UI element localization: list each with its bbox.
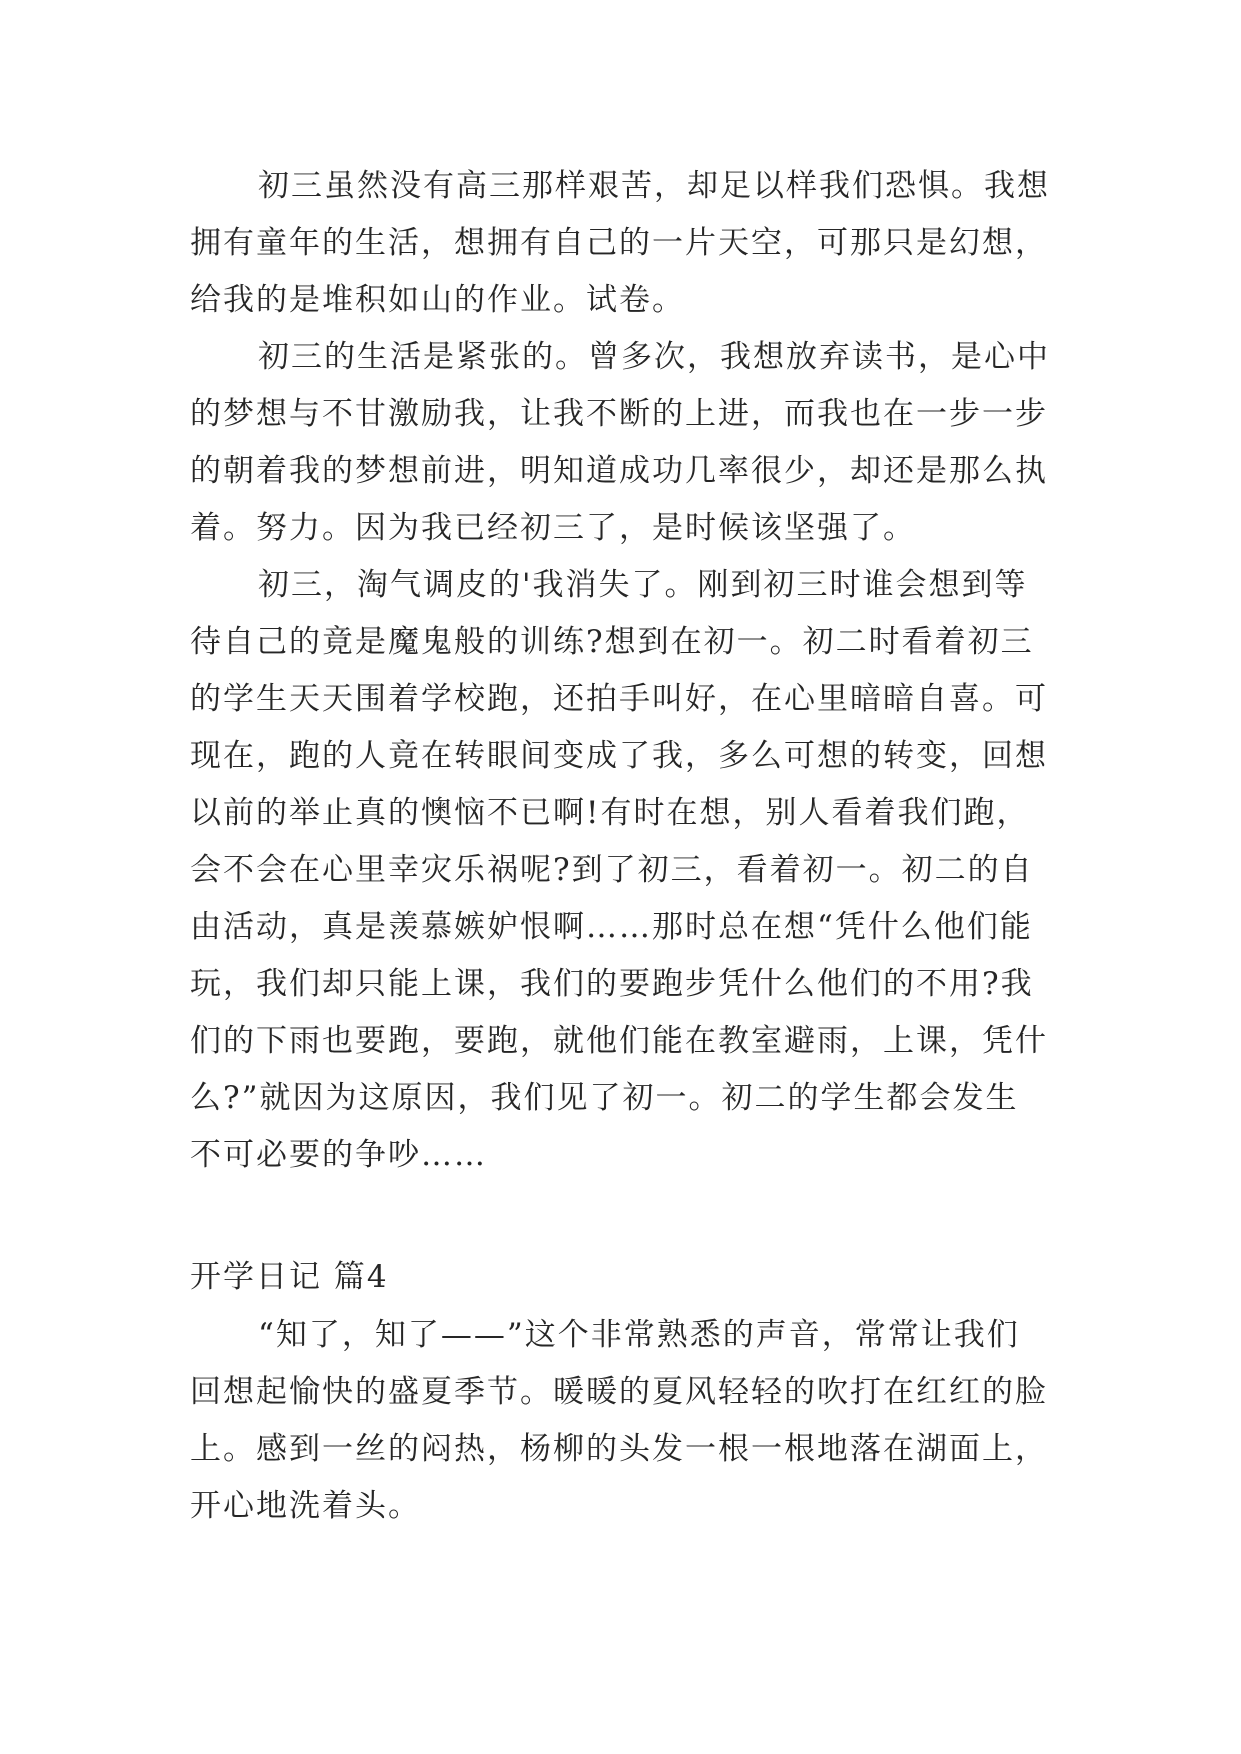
paragraph-3-line-10: 么?”就因为这原因，我们见了初一。初二的学生都会发生 [190, 1080, 1019, 1116]
paragraph-3-line-8: 玩，我们却只能上课，我们的要跑步凭什么他们的不用?我 [190, 966, 1034, 1002]
paragraph-4-line-4: 开心地洗着头。 [190, 1488, 421, 1524]
paragraph-4-line-2: 回想起愉快的盛夏季节。暖暖的夏风轻轻的吹打在红红的脸 [190, 1374, 1048, 1410]
paragraph-3-line-2: 待自己的竟是魔鬼般的训练?想到在初一。初二时看着初三 [190, 624, 1034, 660]
paragraph-3-line-11: 不可必要的争吵…… [190, 1137, 487, 1173]
paragraph-4-line-3: 上。感到一丝的闷热，杨柳的头发一根一根地落在湖面上， [190, 1431, 1048, 1467]
paragraph-3-line-6: 会不会在心里幸灾乐祸呢?到了初三，看着初一。初二的自 [190, 852, 1034, 888]
paragraph-1-line-1: 初三虽然没有高三那样艰苦，却足以样我们恐惧。我想 [258, 168, 1050, 204]
paragraph-3-line-4: 现在，跑的人竟在转眼间变成了我，多么可想的转变，回想 [190, 738, 1048, 774]
paragraph-2-line-2: 的梦想与不甘激励我，让我不断的上进，而我也在一步一步 [190, 396, 1048, 432]
paragraph-3-line-7: 由活动，真是羡慕嫉妒恨啊……那时总在想“凭什么他们能 [190, 909, 1033, 945]
paragraph-3-line-1: 初三，淘气调皮的'我消失了。刚到初三时谁会想到等 [258, 567, 1028, 603]
paragraph-3-line-5: 以前的举止真的懊恼不已啊!有时在想，别人看着我们跑， [190, 795, 1030, 831]
paragraph-3-line-3: 的学生天天围着学校跑，还拍手叫好，在心里暗暗自喜。可 [190, 681, 1048, 717]
paragraph-3-line-9: 们的下雨也要跑，要跑，就他们能在教室避雨，上课，凭什 [190, 1023, 1048, 1059]
paragraph-2-line-3: 的朝着我的梦想前进，明知道成功几率很少，却还是那么执 [190, 453, 1048, 489]
paragraph-1-line-3: 给我的是堆积如山的作业。试卷。 [190, 282, 685, 318]
paragraph-2-line-4: 着。努力。因为我已经初三了，是时候该坚强了。 [190, 510, 916, 546]
paragraph-4-line-1: “知了，知了——”这个非常熟悉的声音，常常让我们 [258, 1317, 1020, 1353]
paragraph-2-line-1: 初三的生活是紧张的。曾多次，我想放弃读书，是心中 [258, 339, 1050, 375]
section-heading: 开学日记 篇4 [190, 1259, 389, 1295]
paragraph-1-line-2: 拥有童年的生活，想拥有自己的一片天空，可那只是幻想， [190, 225, 1048, 261]
